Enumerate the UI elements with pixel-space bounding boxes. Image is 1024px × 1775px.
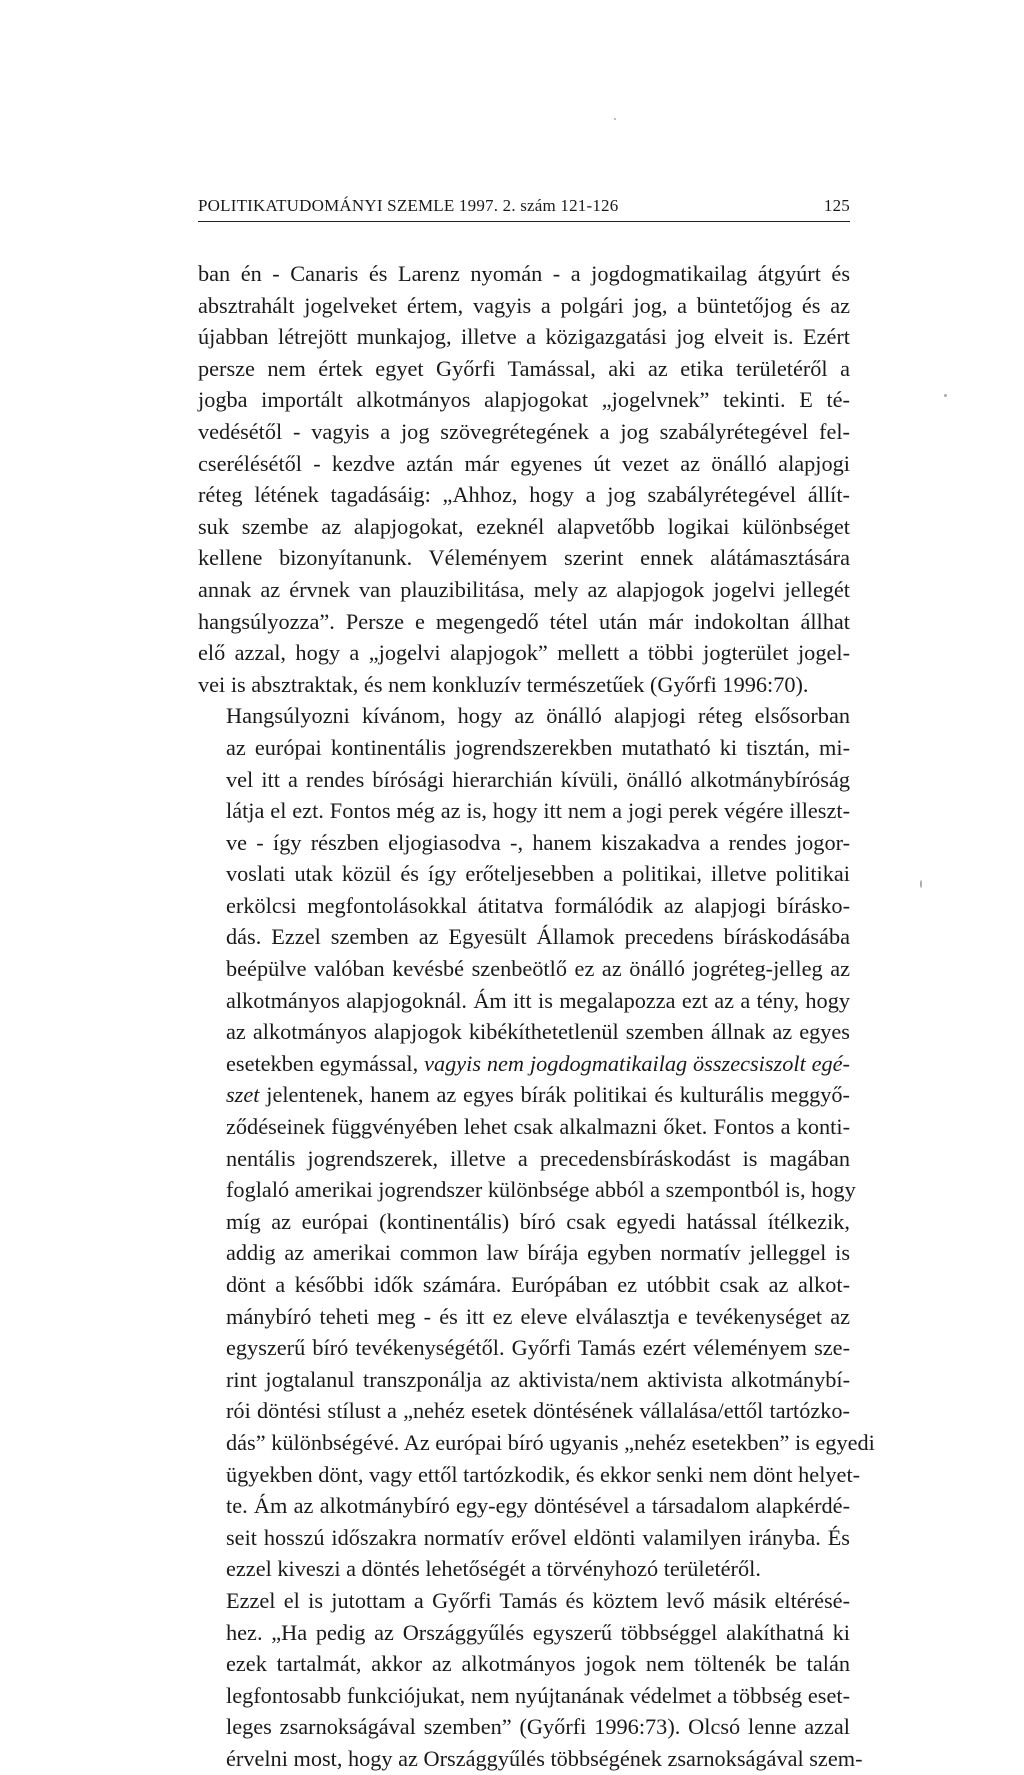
text-line: egyszerű bíró tevékenységétől. Győrfi Tamás ezért véleményem sze- [226,1335,850,1361]
text-line: rint jogtalanul transzponálja az aktivista/nem aktivista alkotmánybí- [226,1366,850,1392]
text-line: dás. Ezzel szemben az Egyesült Államok precedens bíráskodásába [226,924,850,950]
text-line: ződéseinek függvényében lehet csak alkalmazni őket. Fontos a konti- [226,1114,850,1140]
text-line: alkotmányos alapjogoknál. Ám itt is megalapozza ezt az a tény, hogy [226,987,850,1013]
paragraph [198,700,875,1585]
paragraph [198,1585,863,1775]
text-line: réteg létének tagadásáig: „Ahhoz, hogy a jog szabályrétegével állít- [198,482,850,508]
text-line: Hangsúlyozni kívánom, hogy az önálló alapjogi réteg elsősorban [226,703,850,729]
text-line: beépülve valóban kevésbé szenbeötlő ez az önálló jogréteg-jelleg az [226,956,850,982]
text-line: elő azzal, hogy a „jogelvi alapjogok” mellett a többi jogterület jogel- [198,640,850,666]
text-line: dönt a későbbi idők számára. Európában ez utóbbit csak az alkot- [226,1272,850,1297]
text-line: az alkotmányos alapjogok kibékíthetetlenül szemben állnak az egyes [226,1019,850,1045]
text-line: ve - így részben eljogiasodva -, hanem kiszakadva a rendes jogor- [226,829,850,855]
text-line: kellene bizonyítanunk. Véleményem szerint ennek alátámasztására [198,545,850,571]
paragraph [198,258,850,700]
text-line: cserélésétől - kezdve aztán már egyenes út vezet az önálló alapjogi [198,450,850,476]
text-line: az európai kontinentális jogrendszerekben mutatható ki tisztán, mi- [226,734,850,760]
text-line: ügyekben dönt, vagy ettől tartózkodik, és ekkor senki nem dönt helyet- [226,1461,861,1487]
running-header [198,196,850,222]
text-line: seit hosszú időszakra normatív erővel eldönti valamilyen irányba. És [226,1524,850,1550]
text-line: legfontosabb funkciójukat, nem nyújtanának védelmet a többség eset- [226,1682,850,1708]
text-line: foglaló amerikai jogrendszer különbsége abból a szempontból is, hogy [226,1177,856,1203]
text-line: hez. „Ha pedig az Országgyűlés egyszerű többséggel alakíthatná ki [226,1619,850,1645]
text-line: újabban létrejött munkajog, illetve a közigazgatási jog elveit is. Ezért [198,324,850,350]
text-line: leges zsarnokságával szemben” (Győrfi 1996:73). Olcsó lenne azzal [226,1714,850,1740]
text-line: hangsúlyozza”. Persze e megengedő tétel után már indokoltan állhat [198,608,850,634]
scan-speck [614,118,616,120]
page-number: 125 [823,196,850,215]
text-line: te. Ám az alkotmánybíró egy-egy döntésével a társadalom alapkérdé- [226,1493,850,1519]
text-line: erkölcsi megfontolásokkal átitatva formálódik az alapjogi bírásko- [226,892,850,918]
text-line: jogba importált alkotmányos alapjogokat „jogelvnek” tekinti. E té- [198,387,850,413]
text-line: ezek tartalmát, akkor az alkotmányos jogok nem töltenék be talán [226,1651,850,1677]
text-line: ezzel kiveszi a döntés lehetőségét a törvényhozó területéről. [226,1556,761,1582]
article-body [198,258,875,1775]
text-line: Ezzel el is jutottam a Győrfi Tamás és köztem levő másik eltérésé- [226,1587,850,1613]
text-line: esetekben egymással, vagyis nem jogdogmatikailag összecsiszolt egé- [226,1050,850,1076]
scan-speck [920,880,922,888]
text-line: dás” különbségévé. Az európai bíró ugyanis „nehéz esetekben” is egyedi [226,1429,875,1455]
text-line: voslati utak közül és így erőteljesebben a politikai, illetve politikai [226,861,850,887]
text-line: suk szembe az alapjogokat, ezeknél alapvetőbb logikai különbséget [198,513,850,539]
text-line: míg az európai (kontinentális) bíró csak egyedi hatással ítélkezik, [226,1208,850,1234]
scan-speck [944,394,947,397]
italic-text: vagyis nem jogdogmatikailag összecsiszolt egé- [424,1050,850,1076]
italic-text: szet [226,1082,260,1108]
text-line: vei is absztraktak, és nem konkluzív természetűek (Győrfi 1996:70). [198,671,809,697]
text-line: érvelni most, hogy az Országgyűlés többségének zsarnokságával szem- [226,1745,863,1771]
text-line: absztrahált jogelveket értem, vagyis a polgári jog, a büntetőjog és az [198,292,850,318]
text-line: nentális jogrendszerek, illetve a precedensbíráskodást is magában [226,1145,850,1171]
text-line: mánybíró teheti meg - és itt ez eleve elválasztja e tevékenységet az [226,1303,850,1329]
text-line: rói döntési stílust a „nehéz esetek döntésének vállalása/ettől tartózko- [226,1398,850,1424]
text-line: vedésétől - vagyis a jog szövegrétegének a jog szabályrétegével fel- [198,418,850,444]
text-line: annak az érvnek van plauzibilitása, mely az alapjogok jogelvi jellegét [198,576,850,602]
text-line: persze nem értek egyet Győrfi Tamással, aki az etika területéről a [198,355,850,381]
text-line: szet jelentenek, hanem az egyes bírák politikai és kulturális meggyő- [226,1082,850,1108]
text-line: látja el ezt. Fontos még az is, hogy itt nem a jogi perek végére illeszt- [226,798,850,824]
text-line: ban én - Canaris és Larenz nyomán - a jogdogmatikailag átgyúrt és [198,261,850,286]
text-line: addig az amerikai common law bírája egyben normatív jelleggel is [226,1240,850,1266]
journal-citation: POLITIKATUDOMÁNYI SZEMLE 1997. 2. szám 121-126 [198,196,619,215]
text-line: vel itt a rendes bírósági hierarchián kívüli, önálló alkotmánybíróság [226,766,850,792]
